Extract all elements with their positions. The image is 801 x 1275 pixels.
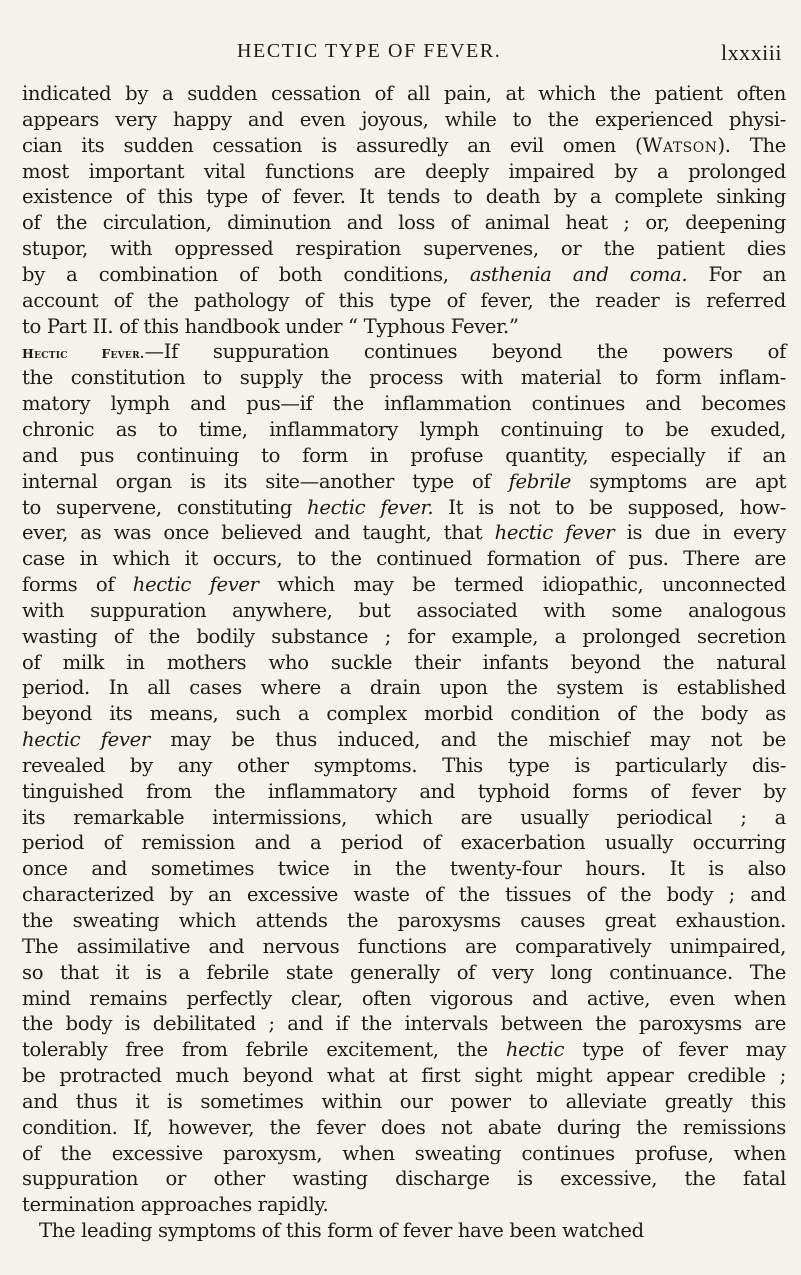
text-line [22,1141,786,1167]
text-line [22,314,786,340]
text-line [22,288,786,314]
body-text [22,81,786,1244]
text-run: The assimilative and nervous functions are comparatively unimpaired, [22,934,786,958]
text-run: appears very happy and even joyous, while to the experienced physi- [22,107,786,131]
italic-run: febrile [508,469,572,493]
text-run: existence of this type of fever. It tends to death by a complete sinking [22,185,786,209]
text-line [22,107,786,133]
text-line [22,443,786,469]
italic-run: hectic fever [22,728,150,752]
text-line [22,701,786,727]
text-line [22,262,786,288]
text-run: case in which it occurs, to the continued formation of pus. There are [22,547,786,571]
text-line [22,1166,786,1192]
text-line [22,650,786,676]
text-run: of the circulation, diminution and loss of animal heat ; or, deepening [22,211,786,235]
text-run: and pus continuing to form in profuse quantity, especially if an [22,443,786,467]
text-line [22,986,786,1012]
text-run: stupor, with oppressed respiration supervenes, or the patient dies [22,237,786,261]
italic-run: hectic fever [494,521,615,545]
text-line [22,1089,786,1115]
text-line [22,624,786,650]
text-line [22,908,786,934]
text-run: of the excessive paroxysm, when sweating continues profuse, when [22,1141,786,1165]
text-run: tinguished from the inflammatory and typhoid forms of fever by [22,779,786,803]
text-run: condition. If, however, the fever does not abate during the remissions [22,1115,786,1139]
text-line [22,1218,786,1244]
section-heading: Hectic Fever. [22,346,145,362]
text-line [22,365,786,391]
text-line [22,546,786,572]
text-line [22,572,786,598]
text-line [22,1063,786,1089]
text-line [22,1115,786,1141]
text-run: to Part II. of this handbook under “ Typhous Fever.” [22,314,519,338]
text-run: chronic as to time, inflammatory lymph continuing to be exuded, [22,417,786,441]
text-run: the constitution to supply the process with material to form inflam- [22,366,786,390]
text-run: suppuration or other wasting discharge is excessive, the fatal [22,1167,786,1191]
text-run: For an [687,262,786,286]
italic-run: hectic fever [132,573,259,597]
text-run: ever, as was once believed and taught, that [22,521,495,545]
text-run: which may be termed idiopathic, unconnected [258,573,786,597]
text-run: termination approaches rapidly. [22,1193,329,1217]
text-line [22,934,786,960]
text-run: revealed by any other symptoms. This type is particularly dis- [22,753,786,777]
text-line [22,236,786,262]
text-run: It is not to be supposed, how- [433,495,786,519]
text-line [22,495,786,521]
text-run: matory lymph and pus—if the inflammation continues and becomes [22,392,786,416]
text-run: to supervene, constituting [22,495,308,519]
text-line [22,417,786,443]
text-run: with suppuration anywhere, but associated with some analogous [22,598,786,622]
text-run: symptoms are apt [571,469,786,493]
text-run: —If suppuration continues beyond the powers of [144,340,786,364]
text-run: characterized by an excessive waste of the tissues of the body ; and [22,883,786,907]
text-line [22,520,786,546]
author-citation: Watson [642,133,718,157]
text-run: tolerably free from febrile excitement, the [22,1038,506,1062]
text-run: be protracted much beyond what at first sight might appear credible ; [22,1064,786,1088]
text-line [22,1011,786,1037]
text-run: ). The [717,133,786,157]
text-run: wasting of the bodily substance ; for example, a prolonged secretion [22,624,786,648]
text-run: account of the pathology of this type of fever, the reader is referred [22,288,786,312]
text-run: indicated by a sudden cessation of all pain, at which the patient often [22,82,786,105]
text-line [22,856,786,882]
text-line [22,727,786,753]
text-run: period of remission and a period of exacerbation usually occurring [22,831,786,855]
italic-run: asthenia and coma. [469,262,688,286]
italic-run: hectic [505,1038,565,1062]
text-line [22,159,786,185]
text-run: by a combination of both conditions, [22,262,470,286]
page-number: lxxxiii [721,40,782,65]
text-run: so that it is a febrile state generally of very long continuance. The [22,960,786,984]
text-run: beyond its means, such a complex morbid condition of the body as [22,702,786,726]
text-line [22,1192,786,1218]
text-line [22,779,786,805]
running-title: HECTIC TYPE OF FEVER. [237,40,502,62]
text-run: of milk in mothers who suckle their infants beyond the natural [22,650,786,674]
text-run: most important vital functions are deeply impaired by a prolonged [22,159,786,183]
text-line [22,391,786,417]
text-run: type of fever may [564,1038,786,1062]
text-line [22,960,786,986]
text-line [22,675,786,701]
text-run: forms of [22,573,133,597]
text-run: is due in every [614,521,786,545]
text-run: cian its sudden cessation is assuredly an evil omen ( [22,133,643,157]
text-run: The leading symptoms of this form of fever have been watched [39,1219,644,1243]
text-line [22,882,786,908]
text-run: and thus it is sometimes within our power to alleviate greatly this [22,1089,786,1113]
text-line [22,210,786,236]
text-run: internal organ is its site—another type of [22,469,509,493]
text-line [22,184,786,210]
text-line [22,830,786,856]
text-run: once and sometimes twice in the twenty-four hours. It is also [22,857,786,881]
text-line [22,805,786,831]
italic-run: hectic fever. [307,495,434,519]
text-run: may be thus induced, and the mischief may not be [149,728,786,752]
text-run: the sweating which attends the paroxysms causes great exhaustion. [22,909,786,932]
text-run: its remarkable intermissions, which are usually periodical ; a [22,805,786,829]
text-line [22,133,786,159]
text-line [22,81,786,107]
text-line [22,598,786,624]
text-line [22,469,786,495]
text-run: the body is debilitated ; and if the intervals between the paroxysms are [22,1012,786,1036]
text-run: mind remains perfectly clear, often vigorous and active, even when [22,986,786,1010]
text-line [22,339,786,365]
text-line [22,753,786,779]
text-run: period. In all cases where a drain upon the system is established [22,676,786,700]
text-line [22,1037,786,1063]
running-head [0,40,801,70]
